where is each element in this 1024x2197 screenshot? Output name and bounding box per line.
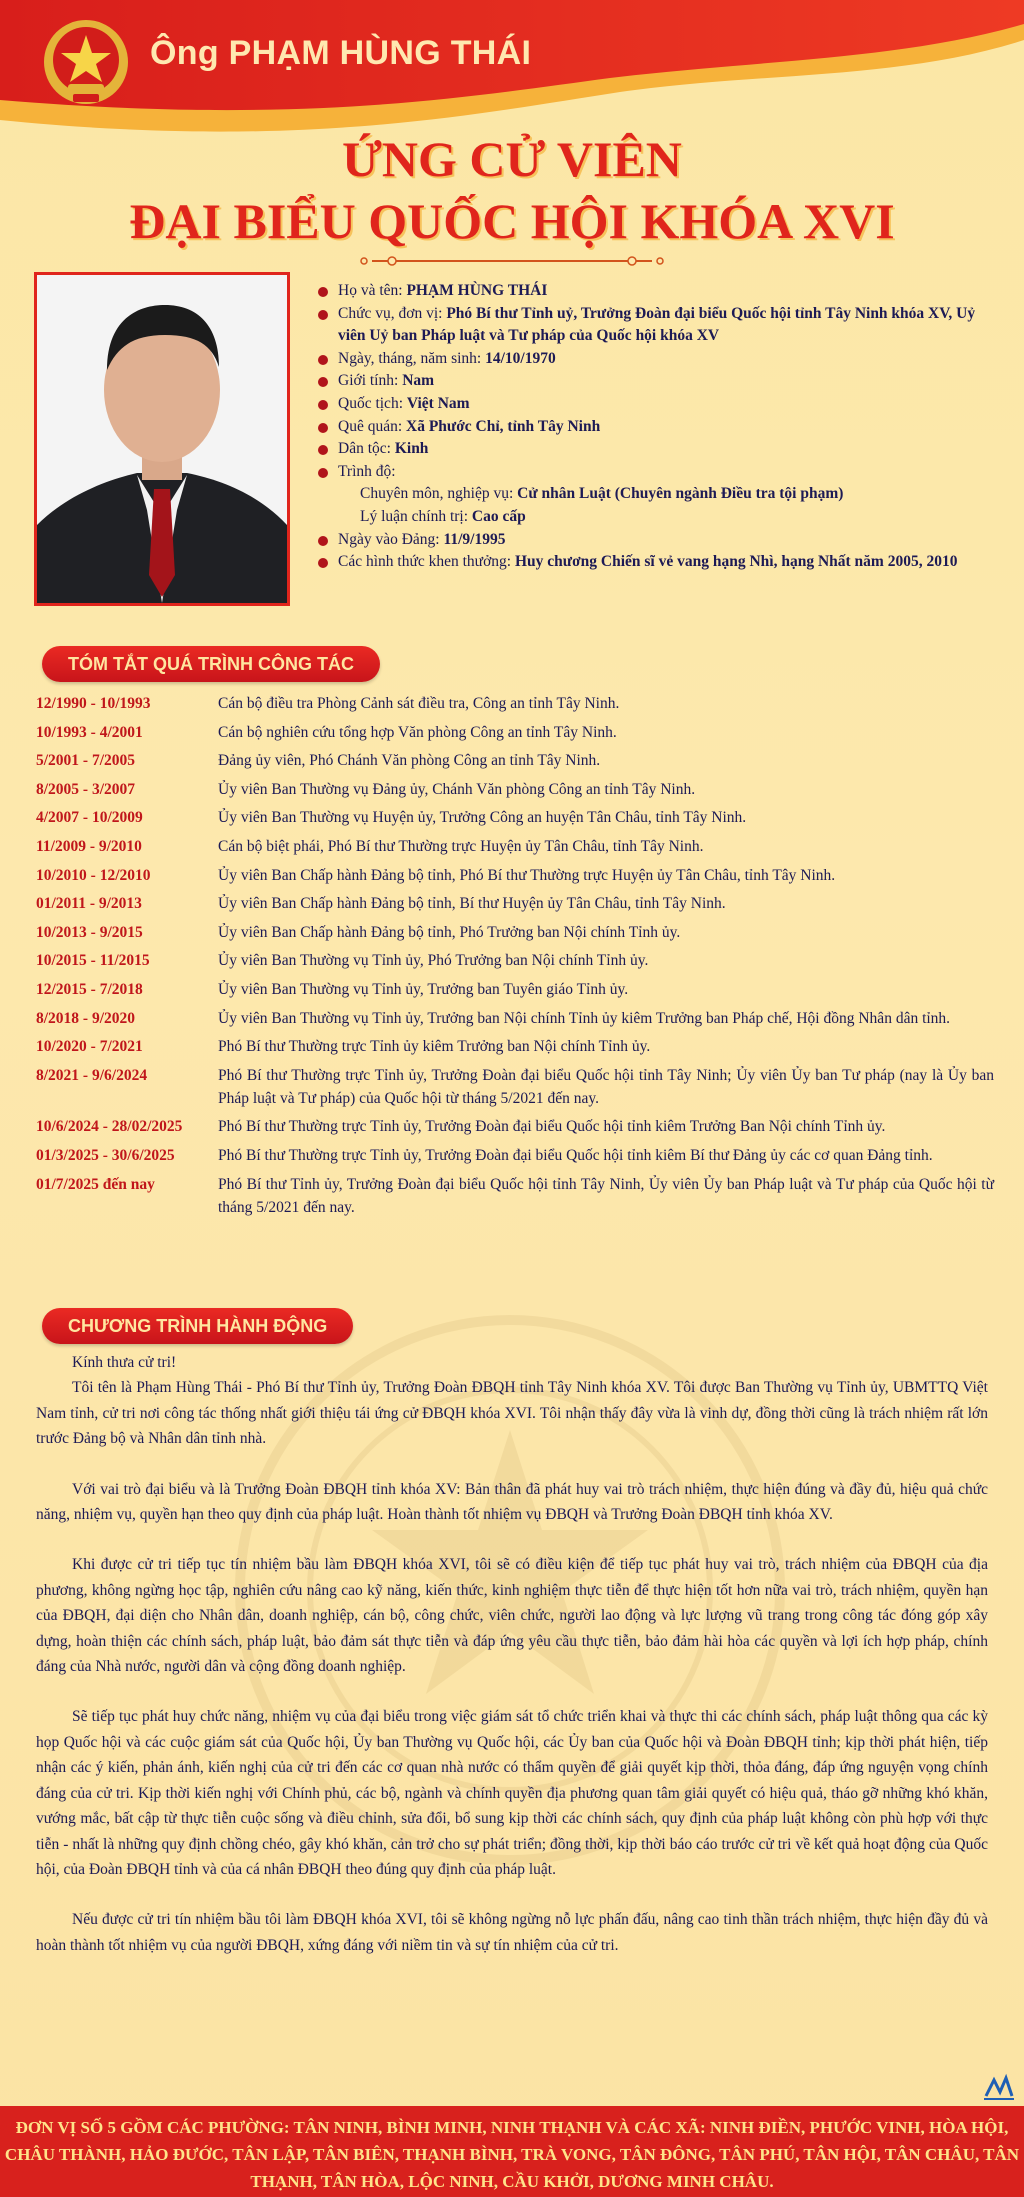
timeline-desc: Phó Bí thư Thường trực Tỉnh ủy, Trưởng Đoàn đại biểu Quốc hội tỉnh kiêm Trưởng Ban Nội chính Tỉnh ủy. — [218, 1118, 886, 1136]
candidate-name-banner: Ông PHẠM HÙNG THÁI — [150, 34, 532, 72]
paragraph-gap — [36, 1679, 988, 1704]
action-paragraph: Với vai trò đại biểu và là Trưởng Đoàn ĐBQH tỉnh khóa XV: Bản thân đã phát huy vai trò trách nhiệm, thực hiện đúng và đầy đủ, hiệu quả chức năng, nhiệm vụ, quyền hạn theo quy định của pháp luật. Hoàn thành tốt nhiệm vụ ĐBQH và Trưởng Đoàn ĐBQH tỉnh khóa XV. — [36, 1480, 988, 1524]
timeline-row — [36, 778, 994, 801]
bullet-dot-icon — [318, 355, 328, 365]
profile-label: Quê quán: — [338, 417, 407, 435]
timeline-desc: Ủy viên Ban Thường vụ Huyện ủy, Trưởng Công an huyện Tân Châu, tỉnh Tây Ninh. — [218, 809, 747, 827]
timeline-desc: Cán bộ biệt phái, Phó Bí thư Thường trực Huyện ủy Tân Châu, tỉnh Tây Ninh. — [218, 837, 704, 855]
paragraph-gap — [36, 1882, 988, 1907]
ornamental-divider — [352, 254, 672, 268]
timeline-desc: Ủy viên Ban Chấp hành Đảng bộ tỉnh, Phó Bí thư Thường trực Huyện ủy Tân Châu, tỉnh Tây Ninh. — [218, 866, 836, 884]
profile-label: Họ và tên: — [338, 282, 407, 299]
timeline-date: 01/3/2025 - 30/6/2025 — [36, 1146, 175, 1164]
timeline-date: 10/6/2024 - 28/02/2025 — [36, 1118, 183, 1136]
profile-ethnicity-row — [316, 438, 1006, 461]
bullet-dot-icon — [318, 468, 328, 478]
timeline-row — [36, 749, 994, 772]
profile-label: Quốc tịch: — [338, 394, 407, 412]
timeline-row — [36, 835, 994, 858]
timeline-date: 8/2005 - 3/2007 — [36, 780, 136, 798]
timeline-desc: Phó Bí thư Tỉnh ủy, Trưởng Đoàn đại biểu Quốc hội tỉnh Tây Ninh, Ủy viên Ủy ban Pháp luật và Tư pháp của Quốc hội từ tháng 5/2021 đến nay. — [218, 1175, 994, 1216]
profile-gender-row — [316, 370, 1006, 393]
timeline-row — [36, 892, 994, 915]
timeline-date: 01/2011 - 9/2013 — [36, 895, 142, 913]
profile-value: Huy chương Chiến sĩ vẻ vang hạng Nhì, hạng Nhất năm 2005, 2010 — [514, 553, 958, 571]
timeline-row — [36, 864, 994, 887]
bullet-dot-icon — [318, 287, 328, 297]
profile-value: Việt Nam — [406, 394, 470, 412]
timeline-date: 5/2001 - 7/2005 — [36, 752, 136, 770]
timeline-row — [36, 949, 994, 972]
profile-label: Ngày vào Đảng: — [338, 530, 444, 548]
timeline-date: 01/7/2025 đến nay — [36, 1175, 155, 1193]
action-program — [36, 1350, 988, 1958]
bullet-dot-icon — [318, 310, 328, 320]
timeline-date: 8/2021 - 9/6/2024 — [36, 1066, 148, 1084]
action-greeting: Kính thưa cử tri! — [72, 1354, 177, 1371]
profile-party-date-row — [316, 529, 1006, 552]
header-wave-background — [0, 0, 1024, 150]
timeline-row — [36, 921, 994, 944]
timeline-date: 11/2009 - 9/2010 — [36, 837, 142, 855]
profile-value: PHẠM HÙNG THÁI — [406, 282, 548, 299]
timeline-date: 8/2018 - 9/2020 — [36, 1009, 136, 1027]
bullet-dot-icon — [318, 445, 328, 455]
timeline-desc: Ủy viên Ban Chấp hành Đảng bộ tỉnh, Phó Trưởng ban Nội chính Tỉnh ủy. — [218, 923, 681, 941]
bullet-dot-icon — [318, 536, 328, 546]
timeline-row — [36, 1115, 994, 1138]
timeline-row — [36, 1064, 994, 1110]
profile-label: Lý luận chính trị: — [360, 507, 472, 525]
profile-value: Nam — [402, 372, 435, 390]
profile-education-major — [316, 483, 1006, 506]
profile-label: Ngày, tháng, năm sinh: — [338, 349, 486, 367]
timeline-date: 12/1990 - 10/1993 — [36, 695, 151, 712]
tn-logo-icon — [982, 2072, 1016, 2102]
timeline-desc: Phó Bí thư Thường trực Tỉnh ủy kiêm Trưởng ban Nội chính Tỉnh ủy. — [218, 1038, 651, 1056]
footer-constituency: ĐƠN VỊ SỐ 5 GỒM CÁC PHƯỜNG: TÂN NINH, BÌNH MINH, NINH THẠNH VÀ CÁC XÃ: NINH ĐIỀN, PHƯỚC VINH, HÒA HỘI, CHÂU THÀNH, HẢO ĐƯỚC, TÂN LẬP, TÂN BIÊN, THẠNH BÌNH, TRÀ VONG, TÂN ĐÔNG, TÂN PHÚ, TÂN HỘI, TÂN CHÂU, TÂN THẠNH, TÂN HÒA, LỘC NINH, CẦU KHỞI, DƯƠNG MINH CHÂU. — [0, 2106, 1024, 2197]
timeline-date: 4/2007 - 10/2009 — [36, 809, 143, 827]
portrait-photo — [37, 275, 287, 603]
profile-birthdate-row — [316, 348, 1006, 371]
profile-education-row — [316, 461, 1006, 484]
profile-value: Xã Phước Chỉ, tỉnh Tây Ninh — [406, 417, 601, 435]
profile-name-row — [316, 280, 1006, 303]
profile-position-row — [316, 303, 1006, 348]
timeline-desc: Đảng ủy viên, Phó Chánh Văn phòng Công an tỉnh Tây Ninh. — [218, 752, 601, 770]
career-section-title: TÓM TẮT QUÁ TRÌNH CÔNG TÁC — [42, 646, 380, 682]
timeline-date: 12/2015 - 7/2018 — [36, 980, 143, 998]
header-banner — [0, 0, 1024, 150]
bullet-dot-icon — [318, 423, 328, 433]
timeline-desc: Ủy viên Ban Chấp hành Đảng bộ tỉnh, Bí thư Huyện ủy Tân Châu, tỉnh Tây Ninh. — [218, 895, 726, 913]
timeline-desc: Phó Bí thư Thường trực Tỉnh ủy, Trưởng Đoàn đại biểu Quốc hội tỉnh Tây Ninh; Ủy viên Ủy ban Tư pháp (nay là Ủy ban Pháp luật và Tư pháp) của Quốc hội từ tháng 5/2021 đến nay. — [218, 1066, 994, 1107]
timeline-row — [36, 692, 994, 715]
profile-value: 14/10/1970 — [485, 349, 556, 367]
timeline-desc: Ủy viên Ban Thường vụ Tỉnh ủy, Phó Trưởng ban Nội chính Tỉnh ủy. — [218, 952, 649, 970]
paragraph-gap — [36, 1452, 988, 1477]
profile-label: Dân tộc: — [338, 440, 395, 458]
timeline-row — [36, 1035, 994, 1058]
timeline-desc: Cán bộ điều tra Phòng Cảnh sát điều tra, Công an tỉnh Tây Ninh. — [218, 695, 620, 712]
timeline-row — [36, 806, 994, 829]
action-paragraph: Sẽ tiếp tục phát huy chức năng, nhiệm vụ của đại biểu trong việc giám sát tổ chức triển khai và thực thi các chính sách, pháp luật thông qua các kỳ họp Quốc hội và các cuộc giám sát của Quốc hội, Ủy ban Thường vụ Quốc hội, các Ủy ban của Quốc hội và Đoàn ĐBQH tỉnh; kịp thời phát hiện, tiếp nhận các ý kiến, phản ánh, kiến nghị của cử tri đến các cơ quan nhà nước có thẩm quyền để giải quyết kịp thời, thỏa đáng, đáp ứng nguyện vọng chính đáng của cử tri. Kịp thời kiến nghị với Chính phủ, các bộ, ngành và chính quyền địa phương quan tâm giải quyết có hiệu quả, tháo gỡ những khó khăn, vướng mắc, bất cập từ thực tiễn cuộc sống và điều chỉnh, sửa đổi, bổ sung kịp thời các chính sách, quy định của pháp luật không còn phù hợp với thực tiễn - nhất là những quy định chồng chéo, gây khó khăn, cản trở cho sự phát triển; đồng thời, kịp thời báo cáo trước cử tri về kết quả hoạt động của Quốc hội, của Đoàn ĐBQH tỉnh và của cá nhân ĐBQH theo đúng quy định của pháp luật. — [36, 1708, 988, 1878]
profile-label: Chuyên môn, nghiệp vụ: — [360, 485, 518, 503]
profile-value: Cao cấp — [471, 507, 526, 525]
profile-label: Chức vụ, đơn vị: — [338, 304, 447, 322]
action-paragraph: Khi được cử tri tiếp tục tín nhiệm bầu làm ĐBQH khóa XVI, tôi sẽ có điều kiện để tiếp tục phát huy vai trò, trách nhiệm của ĐBQH của địa phương, không ngừng học tập, nghiên cứu nâng cao kỹ năng, kiến thức, kinh nghiệm thực tiễn để thực hiện tốt hơn nữa vai trò, trách nhiệm, quyền hạn của ĐBQH, đại diện cho Nhân dân, doanh nghiệp, cán bộ, công chức, viên chức, người lao động và lực lượng vũ trang trong công tác đóng góp xây dựng, hoàn thiện các chính sách, pháp luật, bảo đảm sát thực tiễn và đáp ứng yêu cầu thực tiễn, bảo đảm hài hòa các quyền và lợi ích hợp pháp, chính đáng của Nhà nước, người dân và cộng đồng doanh nghiệp. — [36, 1556, 988, 1676]
timeline-date: 10/2015 - 11/2015 — [36, 952, 150, 970]
bullet-dot-icon — [318, 558, 328, 568]
profile-value: Kinh — [394, 440, 429, 458]
profile-value: Phó Bí thư Tỉnh uỷ, Trưởng Đoàn đại biểu Quốc hội tỉnh Tây Ninh khóa XV, Uỷ viên Uỷ ban Pháp luật và Tư pháp của Quốc hội khóa XV — [338, 304, 976, 345]
profile-value: Cử nhân Luật (Chuyên ngành Điều tra tội phạm) — [517, 485, 844, 503]
national-emblem-icon — [40, 18, 132, 110]
page-title-line1: ỨNG CỬ VIÊN — [342, 131, 682, 187]
timeline-row — [36, 1007, 994, 1030]
candidate-portrait — [34, 272, 290, 606]
profile-education-political — [316, 506, 1006, 529]
page-title-line2: ĐẠI BIỂU QUỐC HỘI KHÓA XVI — [129, 193, 895, 249]
profile-awards-row — [316, 551, 1006, 574]
action-paragraph: Tôi tên là Phạm Hùng Thái - Phó Bí thư Tỉnh ủy, Trưởng Đoàn ĐBQH tỉnh Tây Ninh khóa XV. Tôi được Ban Thường vụ Tỉnh ủy, UBMTTQ Việt Nam tỉnh, cử tri nơi công tác thống nhất giới thiệu tái ứng cử ĐBQH khóa XVI. Tôi nhận thấy đây vừa là vinh dự, đồng thời cũng là trách nhiệm rất lớn trước Đảng bộ và Nhân dân tỉnh nhà. — [36, 1379, 988, 1448]
paragraph-gap — [36, 1527, 988, 1552]
profile-label: Các hình thức khen thưởng: — [338, 553, 515, 571]
timeline-row — [36, 978, 994, 1001]
profile-nationality-row — [316, 393, 1006, 416]
profile-value: 11/9/1995 — [443, 530, 506, 548]
timeline-row — [36, 1173, 994, 1219]
profile-info — [316, 280, 1006, 574]
timeline-row — [36, 1144, 994, 1167]
action-section-title: CHƯƠNG TRÌNH HÀNH ĐỘNG — [42, 1308, 353, 1344]
timeline-date: 10/2010 - 12/2010 — [36, 866, 151, 884]
timeline-row — [36, 721, 994, 744]
timeline-desc: Ủy viên Ban Thường vụ Tỉnh ủy, Trưởng ban Tuyên giáo Tỉnh ủy. — [218, 980, 629, 998]
timeline-desc: Cán bộ nghiên cứu tổng hợp Văn phòng Công an tỉnh Tây Ninh. — [218, 723, 617, 741]
timeline-desc: Ủy viên Ban Thường vụ Tỉnh ủy, Trưởng ban Nội chính Tỉnh ủy kiêm Trưởng ban Pháp chế, Hội đồng Nhân dân tỉnh. — [218, 1009, 951, 1027]
timeline-date: 10/1993 - 4/2001 — [36, 723, 143, 741]
action-paragraph: Nếu được cử tri tín nhiệm bầu tôi làm ĐBQH khóa XVI, tôi sẽ không ngừng nỗ lực phấn đấu, nâng cao tinh thần trách nhiệm, thực hiện đầy đủ và hoàn thành tốt nhiệm vụ của người ĐBQH, xứng đáng với niềm tin và sự tín nhiệm của cử tri. — [36, 1911, 988, 1954]
timeline-date: 10/2020 - 7/2021 — [36, 1038, 143, 1056]
profile-label: Giới tính: — [338, 372, 403, 390]
bullet-dot-icon — [318, 377, 328, 387]
profile-label: Trình độ: — [338, 462, 396, 480]
career-timeline — [36, 692, 994, 1224]
profile-hometown-row — [316, 416, 1006, 439]
timeline-desc: Ủy viên Ban Thường vụ Đảng ủy, Chánh Văn phòng Công an tỉnh Tây Ninh. — [218, 780, 696, 798]
timeline-desc: Phó Bí thư Thường trực Tỉnh ủy, Trưởng Đoàn đại biểu Quốc hội tỉnh kiêm Bí thư Đảng ủy các cơ quan Đảng tỉnh. — [218, 1146, 933, 1164]
timeline-date: 10/2013 - 9/2015 — [36, 923, 143, 941]
bullet-dot-icon — [318, 400, 328, 410]
